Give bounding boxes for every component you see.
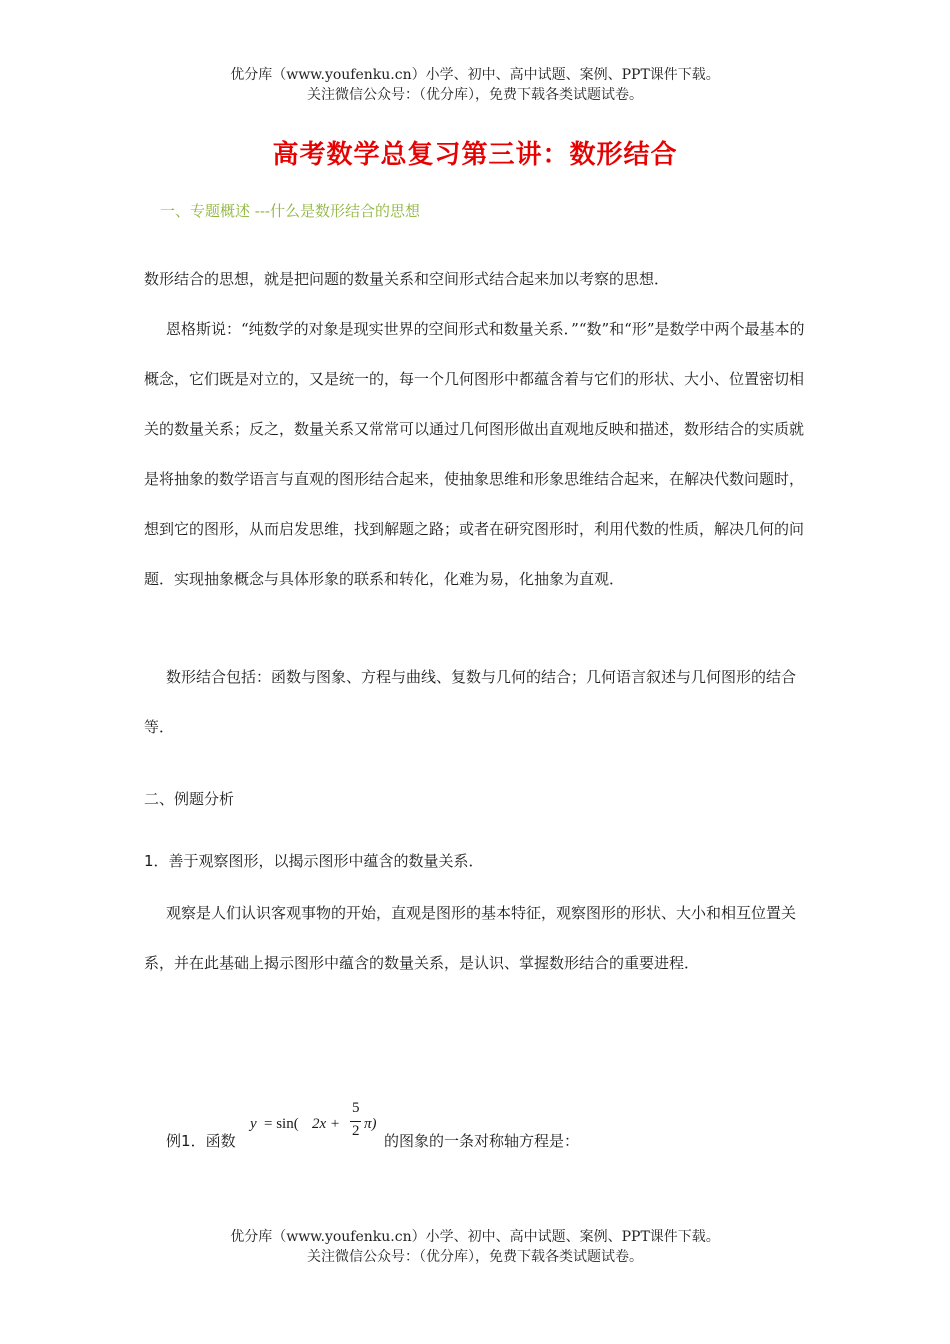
example-1-formula [246,1102,386,1150]
header-line-1: 优分库（www.youfenku.cn）小学、初中、高中试题、案例、PPT课件下载。 [230,67,720,83]
formula-lhs: y [250,1116,257,1132]
header-line-2: 关注微信公众号：（优分库），免费下载各类试题试卷。 [307,87,643,103]
paragraph-definition: 数形结合的思想，就是把问题的数量关系和空间形式结合起来加以考察的思想． [144,270,670,288]
paragraph-engels: 恩格斯说：“纯数学的对象是现实世界的空间形式和数量关系．”“数”和“形”是数学中两个最基本的概念，它们既是对立的，又是统一的，每一个几何图形中都蕴含着与它们的形状、大小、位置密切相关的数量关系；反之，数量关系又常常可以通过几何图形做出直观地反映和描述，数形结合的实质就是将抽象的数学语言与直观的图形结合起来，使抽象思维和形象思维结合起来，在解决代数问题时，想到它的图形，从而启发思维，找到解题之路；或者在研究图形时，利用代数的性质，解决几何的问题．实现抽象概念与具体形象的联系和转化，化难为易，化抽象为直观． [144,320,805,588]
formula-coef: 2x + [312,1116,341,1132]
example-1-number: 1 [181,1132,191,1150]
footer-line-1: 优分库（www.youfenku.cn）小学、初中、高中试题、案例、PPT课件下载。 [230,1229,720,1245]
item-1-heading [144,850,484,871]
example-1-after-number: ．函数 [190,1132,236,1150]
item-1-text: ．善于观察图形，以揭示图形中蕴含的数量关系． [153,852,484,870]
formula-denominator: 2 [352,1123,360,1139]
formula-pi: π) [364,1116,377,1132]
section-heading-overview: 一、专题概述 ---什么是数形结合的思想 [160,202,420,220]
formula-eq: = sin( [264,1116,299,1132]
example-1-suffix: 的图象的一条对称轴方程是： [384,1132,580,1150]
page-title: 高考数学总复习第三讲：数形结合 [272,140,678,170]
formula-fraction-bar [350,1121,361,1122]
paragraph-includes: 数形结合包括：函数与图象、方程与曲线、复数与几何的结合；几何语言叙述与几何图形的结合等． [144,668,797,736]
formula-numerator: 5 [352,1100,360,1116]
footer-line-2: 关注微信公众号：（优分库），免费下载各类试题试卷。 [307,1249,643,1265]
paragraph-observation: 观察是人们认识客观事物的开始，直观是图形的基本特征，观察图形的形状、大小和相互位置关系，并在此基础上揭示图形中蕴含的数量关系，是认识、掌握数形结合的重要进程． [144,904,797,972]
item-1-number: 1 [144,852,154,870]
section-heading-examples: 二、例题分析 [144,790,235,808]
example-1-prefix: 例 [166,1132,182,1150]
example-1-line [166,1130,236,1151]
